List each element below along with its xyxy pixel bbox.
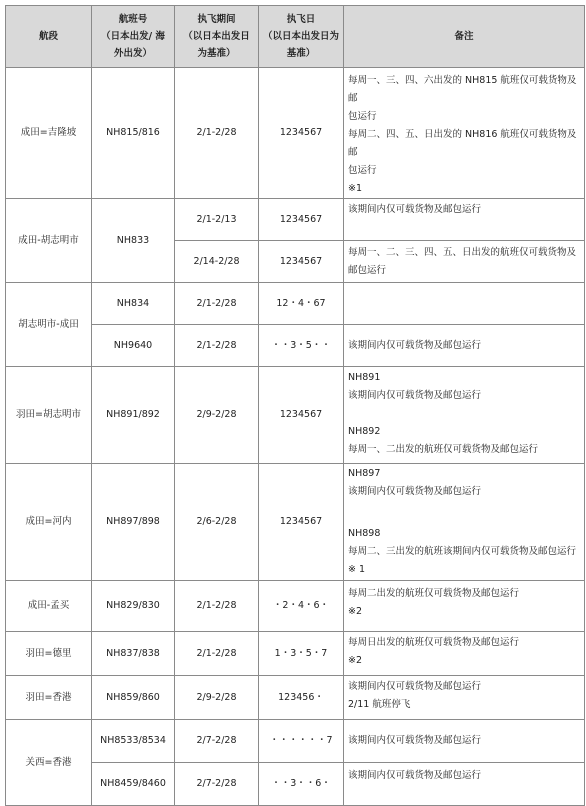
flight-cell: NH834 <box>92 283 175 325</box>
note-line: NH898 <box>348 528 381 539</box>
flight-cell: NH829/830 <box>92 581 175 632</box>
days-cell: 123456・ <box>259 676 344 720</box>
note-line: 邮包运行 <box>348 264 387 276</box>
header-period-line-3: 为基准） <box>197 48 236 59</box>
period-cell: 2/14-2/28 <box>175 241 259 283</box>
header-period-line-2: （以日本出发日 <box>183 31 250 42</box>
table-row <box>6 68 585 199</box>
table-row <box>6 367 585 464</box>
table-row <box>6 464 585 581</box>
notes-cell <box>344 199 585 241</box>
table-row <box>6 763 585 806</box>
period-cell: 2/6-2/28 <box>175 464 259 581</box>
flight-cell: NH837/838 <box>92 632 175 676</box>
route-cell: 羽田=德里 <box>6 632 92 676</box>
header-flight-line-3: 外出发） <box>113 48 152 59</box>
flight-cell: NH897/898 <box>92 464 175 581</box>
note-line: 2/11 航班停飞 <box>348 699 411 710</box>
notes-cell <box>344 283 585 325</box>
notes-cell <box>344 581 585 632</box>
period-cell: 2/1-2/13 <box>175 199 259 241</box>
flight-schedule-table <box>5 5 585 806</box>
notes-cell <box>344 632 585 676</box>
note-line: 该期间内仅可载货物及邮包运行 <box>348 770 482 781</box>
table-row <box>6 581 585 632</box>
header-period-line-1: 执飞期间 <box>197 14 236 25</box>
flight-cell: NH833 <box>92 199 175 283</box>
header-period <box>175 6 259 68</box>
note-spacer <box>348 405 580 423</box>
note-line: ※ 1 <box>348 564 366 575</box>
note-line: 该期间内仅可载货物及邮包运行 <box>348 390 482 401</box>
days-cell: ・・・・・・7 <box>259 720 344 763</box>
days-cell: 12・4・67 <box>259 283 344 325</box>
flight-cell: NH859/860 <box>92 676 175 720</box>
header-notes: 备注 <box>344 6 585 68</box>
flight-cell: NH8459/8460 <box>92 763 175 806</box>
flight-cell: NH8533/8534 <box>92 720 175 763</box>
period-cell: 2/9-2/28 <box>175 367 259 464</box>
days-cell: ・・3・5・・ <box>259 325 344 367</box>
table-row <box>6 325 585 367</box>
days-cell: 1234567 <box>259 241 344 283</box>
notes-cell <box>344 241 585 283</box>
note-line: ※2 <box>348 606 363 617</box>
notes-cell <box>344 763 585 806</box>
route-cell: 成田=吉隆坡 <box>6 68 92 199</box>
note-line: 该期间内仅可载货物及邮包运行 <box>348 681 482 692</box>
table-row <box>6 676 585 720</box>
note-line: 该期间内仅可载货物及邮包运行 <box>348 339 482 351</box>
table-row <box>6 199 585 241</box>
period-cell: 2/7-2/28 <box>175 720 259 763</box>
days-cell: 1234567 <box>259 464 344 581</box>
days-cell: 1・3・5・7 <box>259 632 344 676</box>
header-flight <box>92 6 175 68</box>
note-line: NH892 <box>348 426 381 437</box>
header-route: 航段 <box>6 6 92 68</box>
notes-cell <box>344 464 585 581</box>
note-line: 该期间内仅可载货物及邮包运行 <box>348 735 482 746</box>
table-row <box>6 283 585 325</box>
period-cell: 2/1-2/28 <box>175 325 259 367</box>
note-line: 每周日出发的航班仅可载货物及邮包运行 <box>348 637 520 648</box>
route-cell: 羽田=香港 <box>6 676 92 720</box>
note-spacer <box>348 501 580 519</box>
note-line: ※1 <box>348 183 363 194</box>
note-line: ※2 <box>348 655 363 666</box>
days-cell: ・・3・・6・ <box>259 763 344 806</box>
note-line: 每周一、二、三、四、五、日出发的航班仅可载货物及 <box>348 246 577 258</box>
header-flight-line-2: （日本出发/ 海 <box>101 31 165 42</box>
period-cell: 2/1-2/28 <box>175 283 259 325</box>
note-line: 每周一、三、四、六出发的 NH815 航班仅可载货物及邮 <box>348 75 577 104</box>
days-cell: 1234567 <box>259 199 344 241</box>
period-cell: 2/7-2/28 <box>175 763 259 806</box>
note-line: 每周二出发的航班仅可载货物及邮包运行 <box>348 588 520 599</box>
flight-cell: NH815/816 <box>92 68 175 199</box>
notes-cell <box>344 367 585 464</box>
period-cell: 2/1-2/28 <box>175 632 259 676</box>
header-days <box>259 6 344 68</box>
route-cell: 胡志明市-成田 <box>6 283 92 367</box>
note-line: 该期间内仅可载货物及邮包运行 <box>348 486 482 497</box>
header-days-line-3: 基准） <box>286 48 316 59</box>
header-days-line-1: 执飞日 <box>286 14 316 25</box>
route-cell: 成田-胡志明市 <box>6 199 92 283</box>
days-cell: 1234567 <box>259 68 344 199</box>
header-row <box>6 6 585 68</box>
period-cell: 2/9-2/28 <box>175 676 259 720</box>
route-cell: 关西=香港 <box>6 720 92 806</box>
table-row <box>6 720 585 763</box>
table-row <box>6 632 585 676</box>
days-cell: ・2・4・6・ <box>259 581 344 632</box>
header-flight-line-1: 航班号 <box>118 14 148 25</box>
flight-cell: NH891/892 <box>92 367 175 464</box>
note-line: 每周二、三出发的航班该期间内仅可载货物及邮包运行 <box>348 546 577 557</box>
days-cell: 1234567 <box>259 367 344 464</box>
route-cell: 成田=河内 <box>6 464 92 581</box>
note-line: 该期间内仅可载货物及邮包运行 <box>348 204 482 215</box>
note-line: 每周一、二出发的航班仅可载货物及邮包运行 <box>348 444 539 455</box>
route-cell: 羽田=胡志明市 <box>6 367 92 464</box>
notes-cell <box>344 720 585 763</box>
period-cell: 2/1-2/28 <box>175 68 259 199</box>
notes-cell <box>344 325 585 367</box>
notes-cell <box>344 68 585 199</box>
notes-cell <box>344 676 585 720</box>
note-line: NH891 <box>348 372 381 383</box>
note-line: NH897 <box>348 468 381 479</box>
flight-cell: NH9640 <box>92 325 175 367</box>
period-cell: 2/1-2/28 <box>175 581 259 632</box>
note-line: 包运行 <box>348 165 377 176</box>
header-days-line-2: （以日本出发日为 <box>262 31 339 42</box>
note-line: 每周二、四、五、日出发的 NH816 航班仅可载货物及邮 <box>348 129 577 158</box>
note-line: 包运行 <box>348 111 377 122</box>
route-cell: 成田-孟买 <box>6 581 92 632</box>
